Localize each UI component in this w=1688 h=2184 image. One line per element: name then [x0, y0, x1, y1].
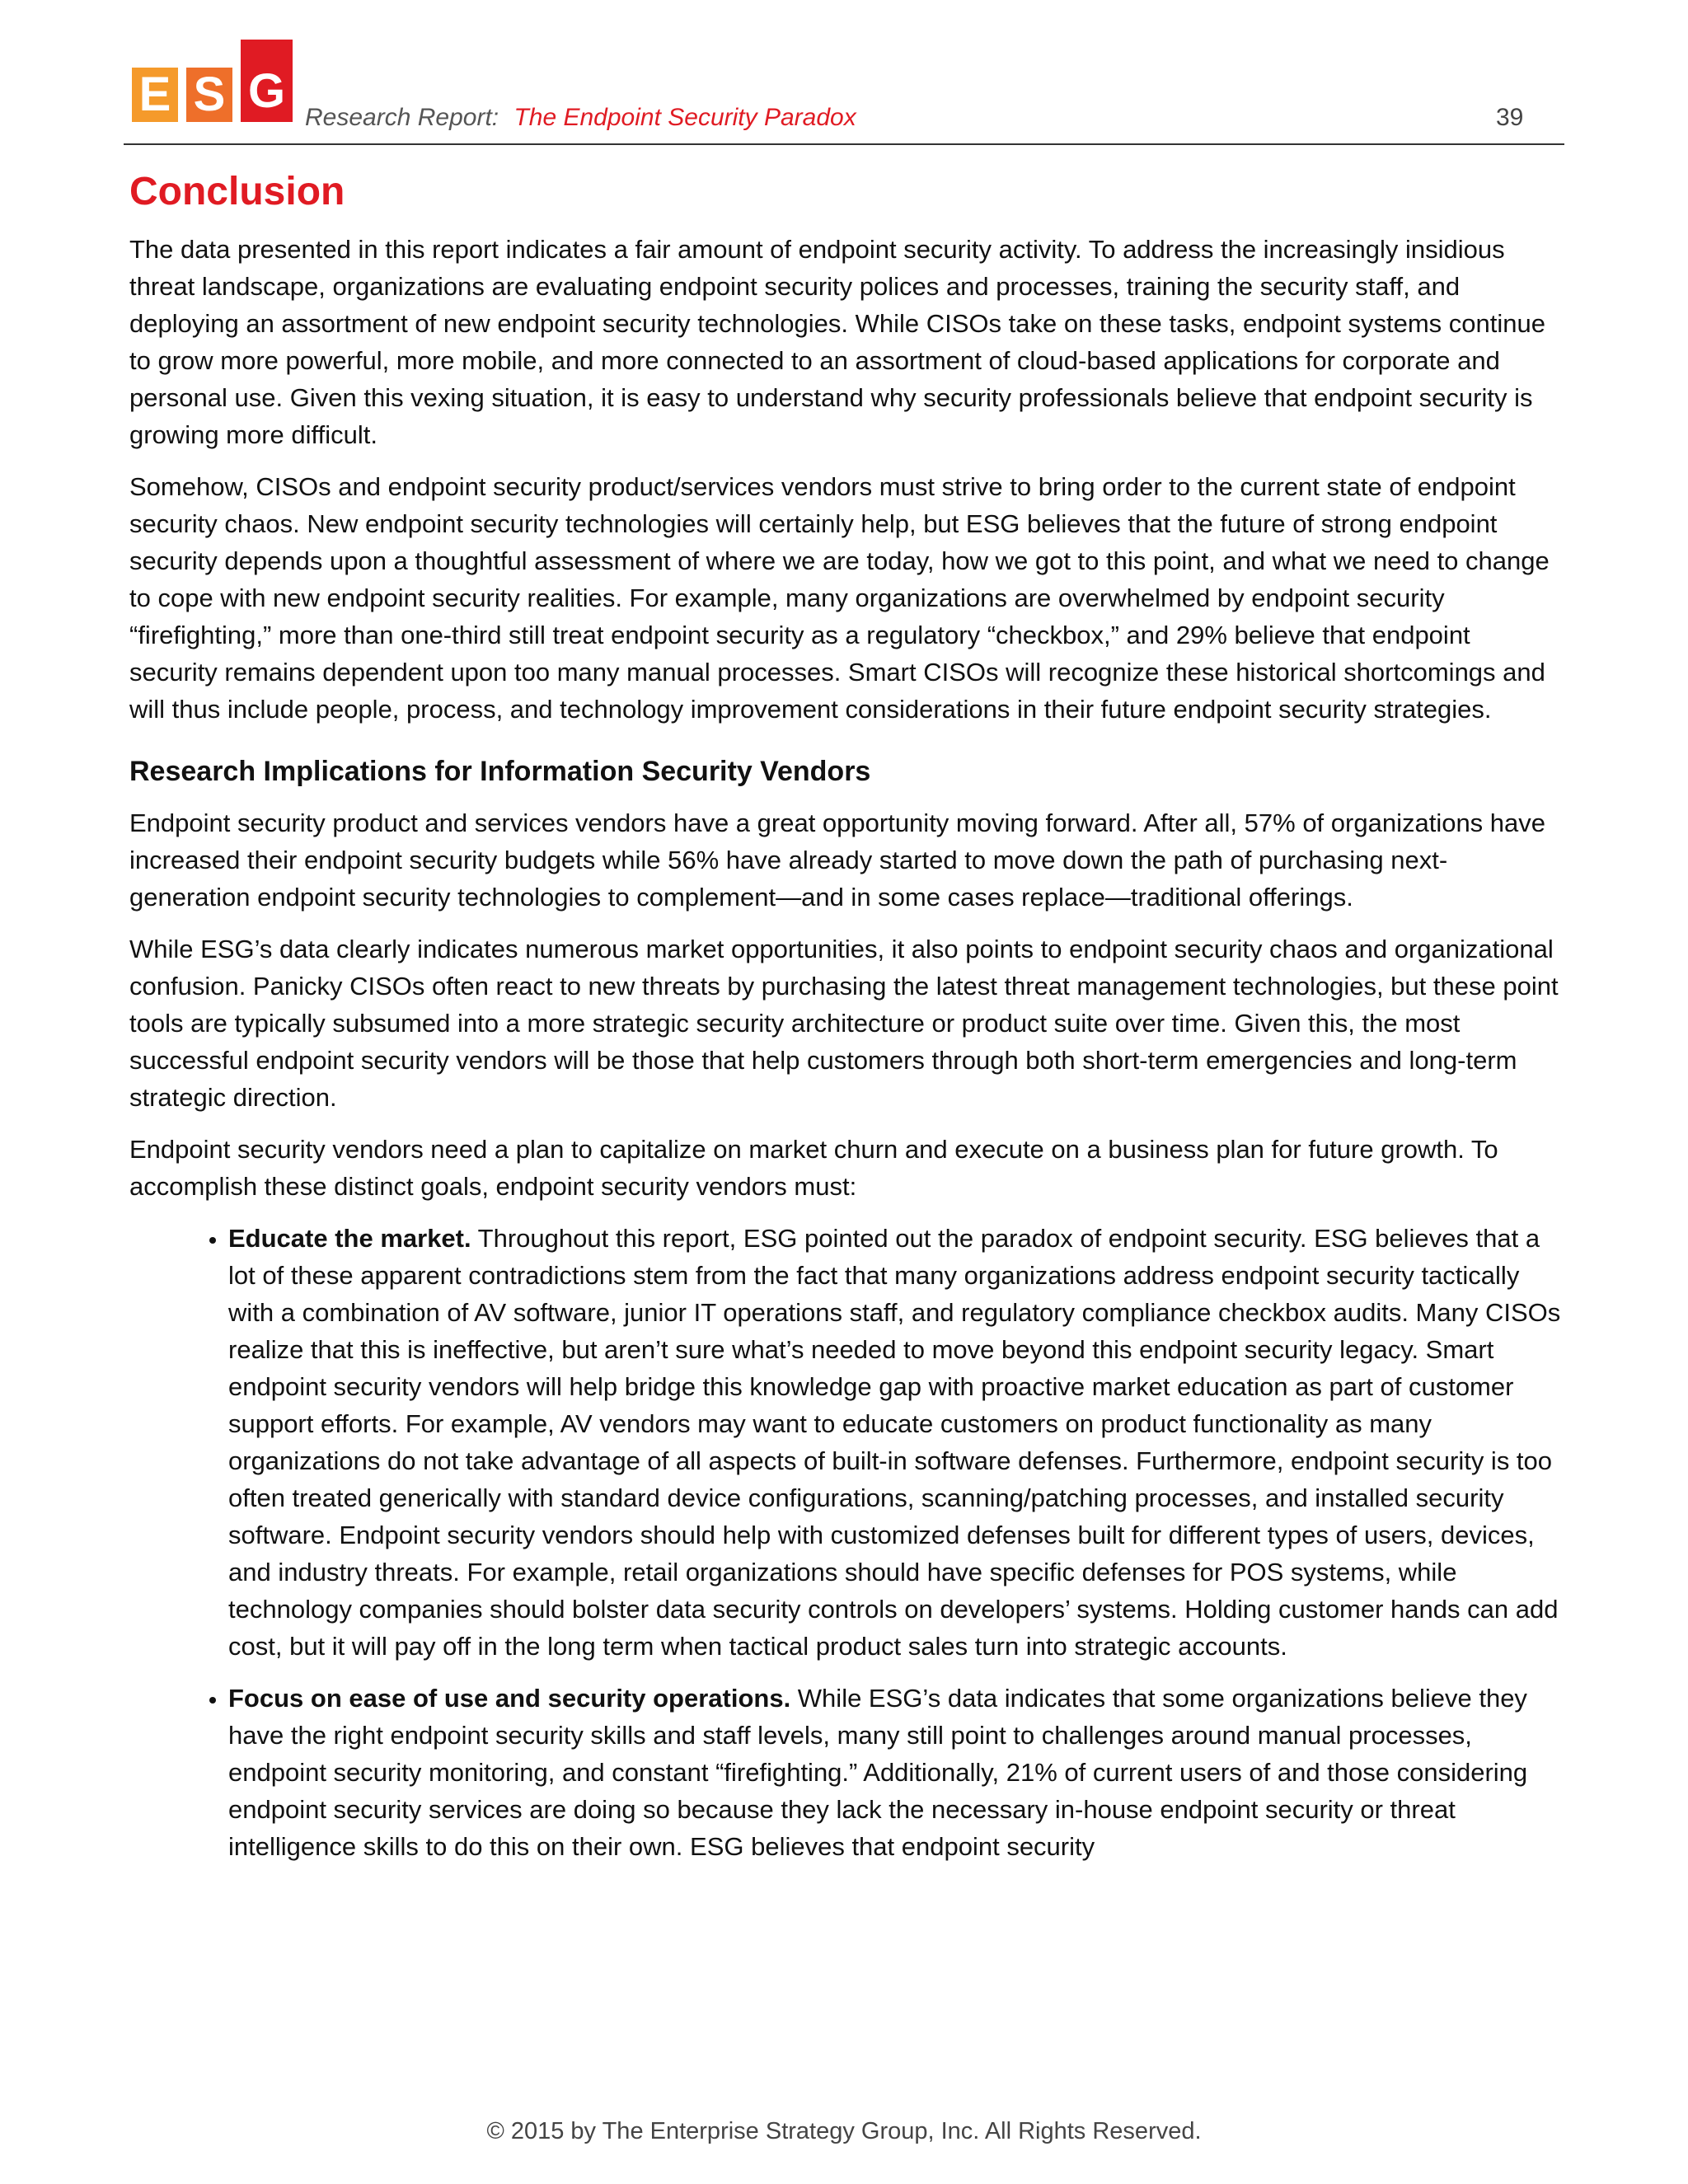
- list-item-text: While ESG’s data indicates that some organizations believe they have the right endpoint security skills and staff levels, many still point to challenges around manual processes, endpoint security monitoring, and constant “firefighting.” Additionally, 21% of current users of and those considering endpoint security services are doing so because they lack the necessary in-house endpoint security or threat intelligence skills to do this on their own. ESG believes that endpoint security: [228, 1684, 1528, 1862]
- logo-letter-g: G: [241, 40, 293, 122]
- list-item-lead: Focus on ease of use and security operations.: [228, 1684, 791, 1713]
- report-header: [305, 104, 856, 132]
- subheading: Research Implications for Information Security Vendors: [129, 756, 871, 788]
- paragraph: Somehow, CISOs and endpoint security product/services vendors must strive to bring order to the current state of endpoint security chaos. New endpoint security technologies will certainly help, but ESG believes that the future of strong endpoint security depends upon a thoughtful assessment of where we are today, how we got to this point, and what we need to change to cope with new endpoint security realities. For example, many organizations are overwhelmed by endpoint security “firefighting,” more than one-third still treat endpoint security as a regulatory “checkbox,” and 29% believe that endpoint security remains dependent upon too many manual processes. Smart CISOs will recognize these historical shortcomings and will thus include people, process, and technology improvement considerations in their future endpoint security strategies.: [129, 472, 1550, 724]
- list-item-lead: Educate the market.: [228, 1224, 471, 1254]
- list-item: [228, 1220, 1564, 1665]
- header-divider: [124, 143, 1564, 145]
- report-title: The Endpoint Security Paradox: [513, 104, 856, 131]
- paragraph: Endpoint security product and services vendors have a great opportunity moving forward. After all, 57% of organizations have increased their endpoint security budgets while 56% have already started to move down the path of purchasing next-generation endpoint security technologies to complement—and in some cases replace—traditional offerings.: [129, 808, 1546, 912]
- list-item: [228, 1680, 1564, 1865]
- main-content: [129, 169, 1564, 1880]
- recommendation-list: [129, 1220, 1564, 1865]
- list-item-text: Throughout this report, ESG pointed out the paradox of endpoint security. ESG believes that a lot of these apparent contradictions stem from the fact that many organizations address endpoint security tactically with a combination of AV software, junior IT operations staff, and regulatory compliance checkbox audits. Many CISOs realize that this is ineffective, but aren’t sure what’s needed to move beyond this endpoint security legacy. Smart endpoint security vendors will help bridge this knowledge gap with proactive market education as part of customer support efforts. For example, AV vendors may want to educate customers on product functionality as many organizations do not take advantage of all aspects of built-in software defenses. Furthermore, endpoint security is too often treated generically with standard device configurations, scanning/patching processes, and installed security software. Endpoint security vendors should help with customized defenses built for different types of users, devices, and industry threats. For example, retail organizations should have specific defenses for POS systems, while technology companies should bolster data security controls on developers’ systems. Holding customer hands can add cost, but it will pay off in the long term when tactical product sales turn into strategic accounts.: [228, 1224, 1561, 1661]
- report-label: Research Report:: [305, 104, 499, 131]
- footer-copyright: © 2015 by The Enterprise Strategy Group, Inc. All Rights Reserved.: [486, 2118, 1202, 2144]
- logo-letter-s: S: [186, 68, 232, 122]
- paragraph: Endpoint security vendors need a plan to capitalize on market churn and execute on a business plan for future growth. To accomplish these distinct goals, endpoint security vendors must:: [129, 1135, 1498, 1202]
- paragraph: While ESG’s data clearly indicates numerous market opportunities, it also points to endpoint security chaos and organizational confusion. Panicky CISOs often react to new threats by purchasing the latest threat management technologies, but these point tools are typically subsumed into a more strategic security architecture or product suite over time. Given this, the most successful endpoint security vendors will be those that help customers through both short-term emergencies and long-term strategic direction.: [129, 935, 1559, 1113]
- esg-logo: [132, 40, 293, 127]
- page-number: 39: [1496, 104, 1524, 131]
- logo-letter-e: E: [132, 68, 178, 122]
- section-title: Conclusion: [129, 170, 345, 213]
- paragraph: The data presented in this report indicates a fair amount of endpoint security activity. To address the increasingly insidious threat landscape, organizations are evaluating endpoint security polices and processes, training the security staff, and deploying an assortment of new endpoint security technologies. While CISOs take on these tasks, endpoint systems continue to grow more powerful, more mobile, and more connected to an assortment of cloud-based applications for corporate and personal use. Given this vexing situation, it is easy to understand why security professionals believe that endpoint security is growing more difficult.: [129, 235, 1546, 450]
